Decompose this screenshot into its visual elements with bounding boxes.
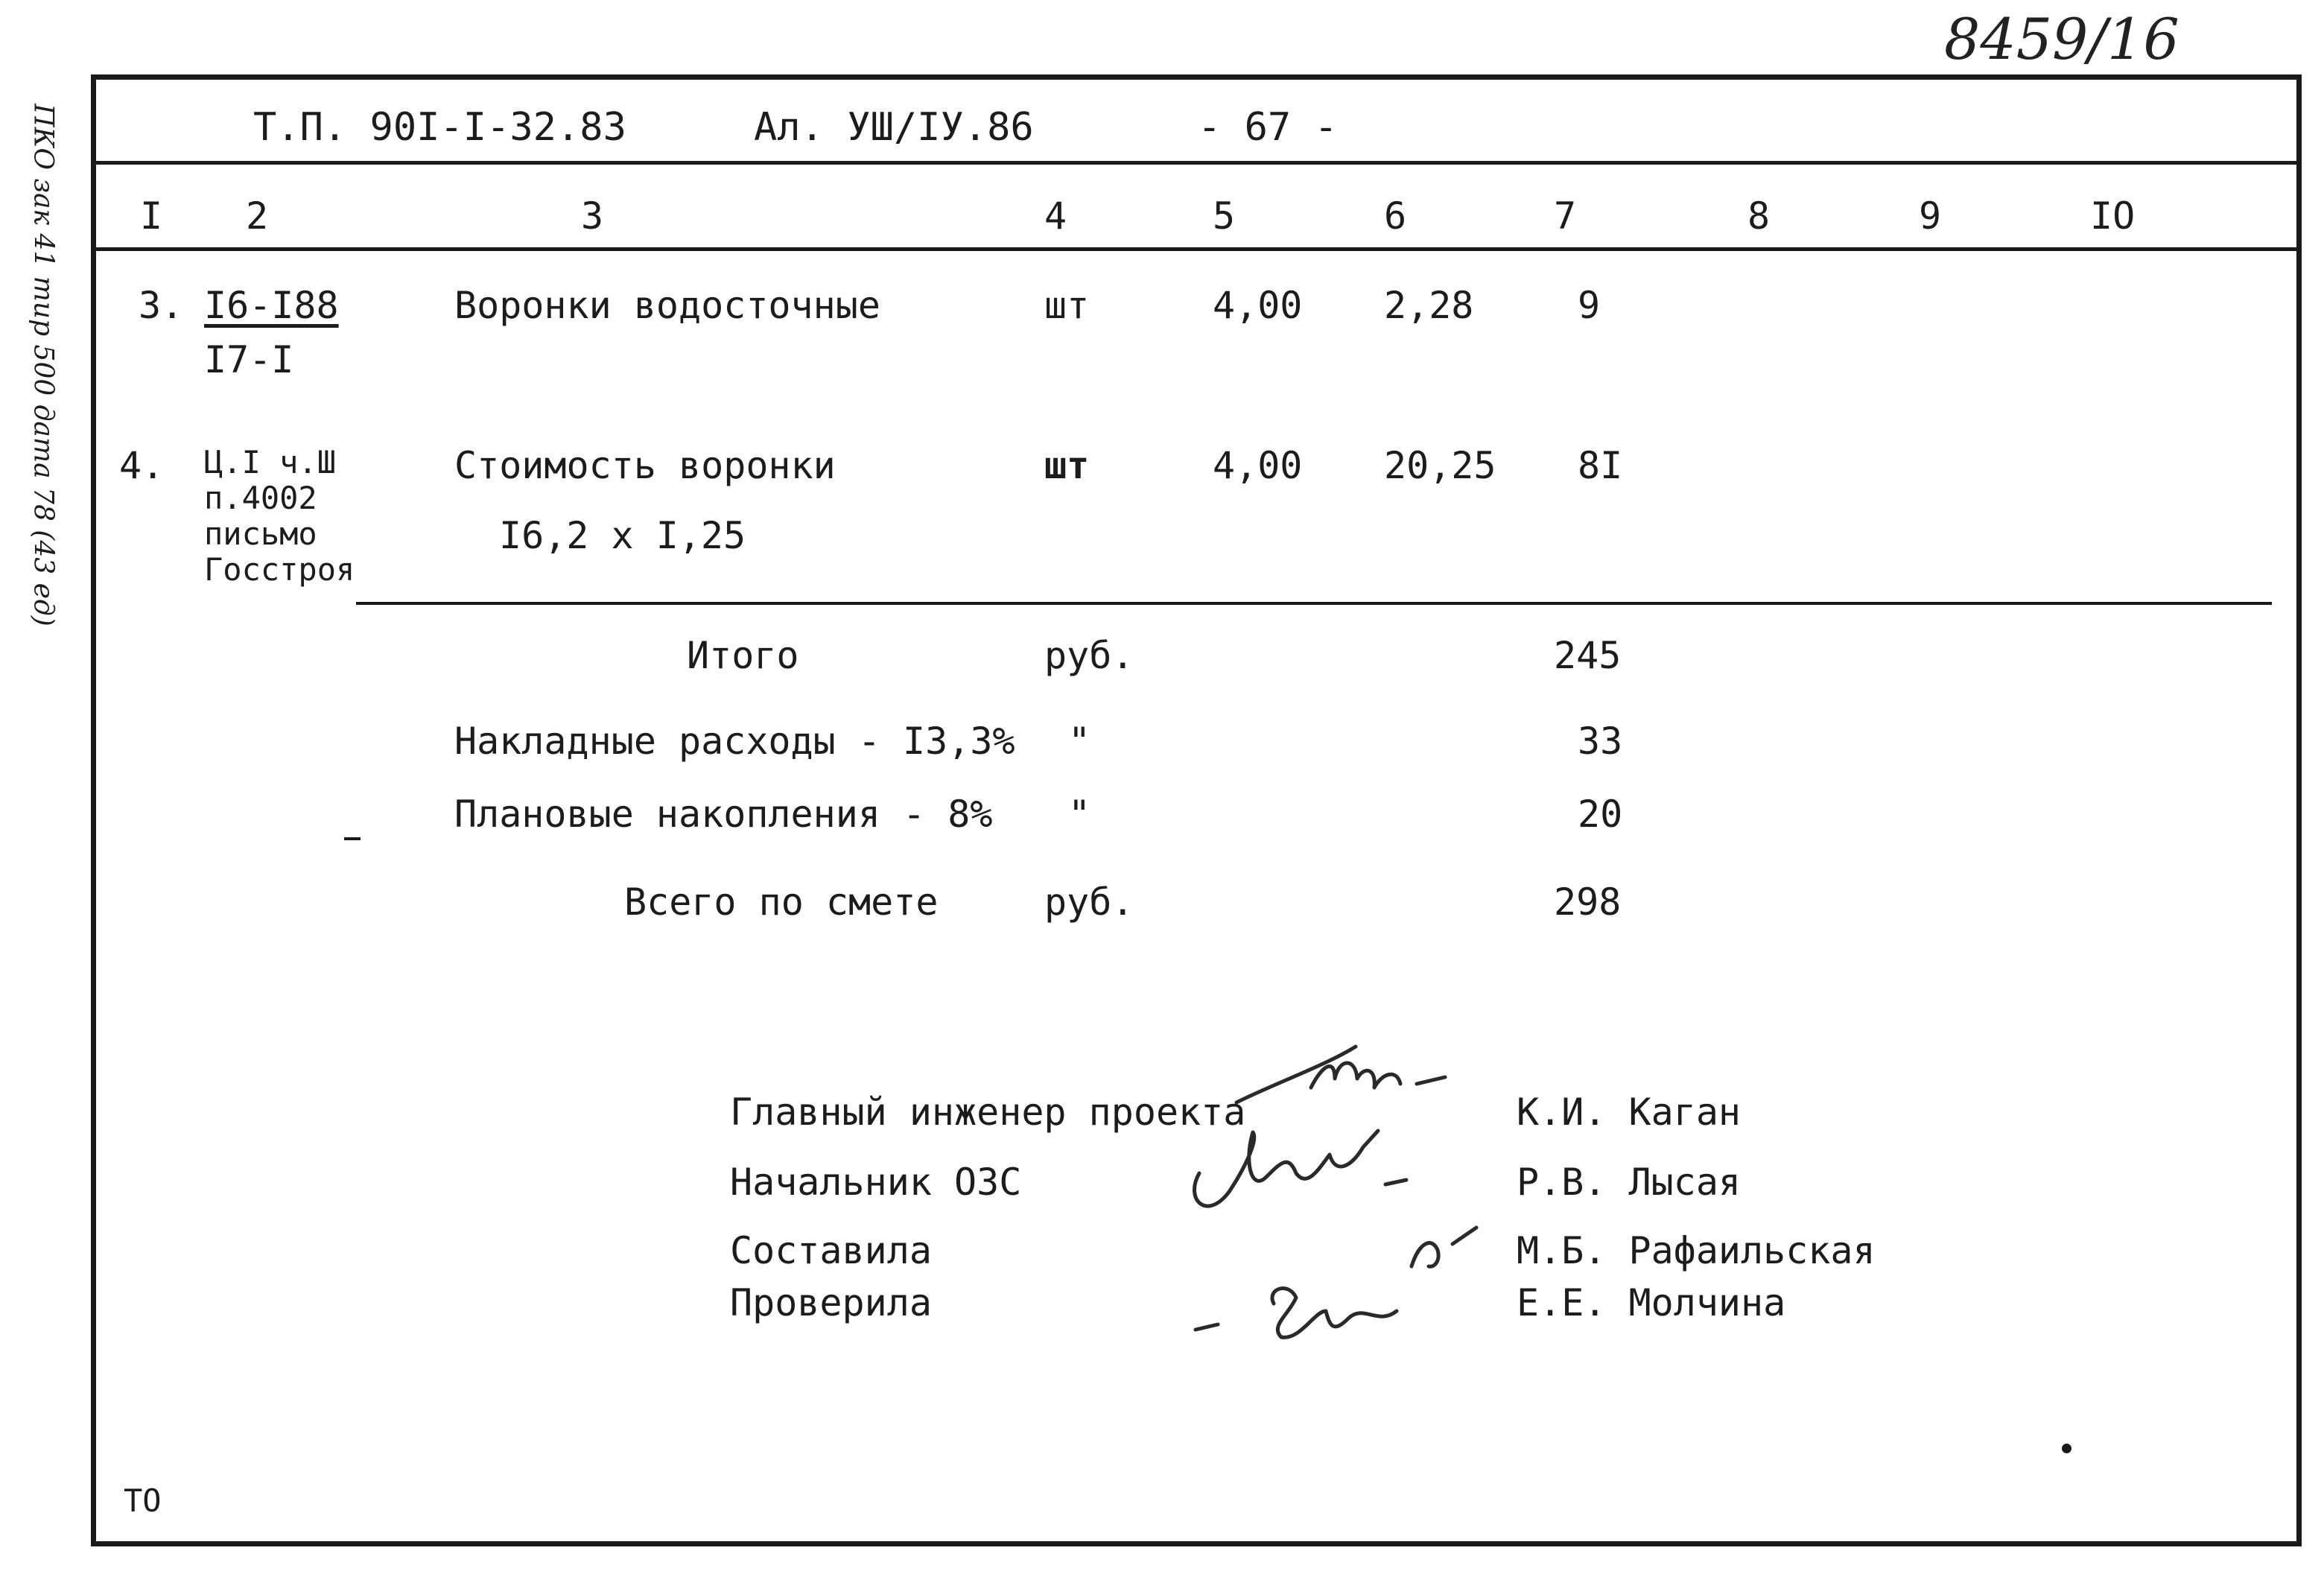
totals-unit: руб. xyxy=(1044,880,1134,924)
signoff-name: Р.В. Лысая xyxy=(1517,1161,1742,1204)
margin-note-text: ПКО зак 41 тир 500 дата 78 (43 ед) xyxy=(28,104,59,626)
item-total: 8I xyxy=(1578,444,1623,487)
totals-value: 33 xyxy=(1578,720,1623,763)
signature-compiler xyxy=(1272,1228,1476,1337)
row-number: 3. xyxy=(139,284,184,327)
column-number: 5 xyxy=(1213,194,1236,238)
column-number: IO xyxy=(2090,194,2136,238)
signoff-role: Проверила xyxy=(730,1281,932,1324)
signature-ozs-head xyxy=(1195,1131,1406,1206)
rate-code: I7-I xyxy=(204,338,294,381)
totals-value: 298 xyxy=(1554,880,1622,924)
item-unit: шт xyxy=(1044,444,1090,487)
signature-chief-engineer xyxy=(1236,1047,1445,1102)
signoff-role: Начальник ОЗС xyxy=(730,1161,1022,1204)
item-unit: шт xyxy=(1044,284,1090,327)
signoff-role: Главный инженер проекта xyxy=(730,1091,1246,1134)
signoff-name: М.Б. Рафаильская xyxy=(1517,1229,1876,1272)
column-number: 4 xyxy=(1044,194,1067,238)
totals-label: Всего по смете xyxy=(624,880,939,924)
column-number: 3 xyxy=(581,194,604,238)
rate-source: Госстроя xyxy=(204,551,355,588)
row-number: 4. xyxy=(119,444,165,487)
totals-value: 245 xyxy=(1554,634,1622,677)
item-name: Стоимость воронки xyxy=(454,444,836,487)
column-number: 6 xyxy=(1384,194,1407,238)
dot-mark xyxy=(2062,1444,2071,1453)
page-number: - 67 - xyxy=(1198,105,1338,150)
totals-label: Накладные расходы - I3,3% xyxy=(454,720,1015,763)
column-number: 2 xyxy=(246,194,269,238)
column-number: 9 xyxy=(1919,194,1942,238)
signoff-name: К.И. Каган xyxy=(1517,1091,1742,1134)
album-code: Ал. УШ/IУ.86 xyxy=(754,105,1034,150)
column-number: 7 xyxy=(1554,194,1577,238)
item-formula: I6,2 x I,25 xyxy=(499,514,746,557)
totals-unit: " xyxy=(1068,720,1091,763)
footer-mark: ТО xyxy=(124,1482,162,1519)
subtotal-divider xyxy=(356,602,2272,605)
header-divider xyxy=(91,161,2302,165)
column-number: 8 xyxy=(1747,194,1771,238)
document-number-handwritten: 8459/16 xyxy=(1944,6,2179,72)
totals-label: Итого xyxy=(687,634,799,677)
item-name: Воронки водосточные xyxy=(454,284,880,327)
signature-checker xyxy=(1196,1324,1218,1330)
item-unit-price: 20,25 xyxy=(1384,444,1496,487)
totals-value: 20 xyxy=(1578,793,1623,836)
signoff-role: Составила xyxy=(730,1229,932,1272)
item-quantity: 4,00 xyxy=(1213,284,1303,327)
rate-source: письмо xyxy=(204,515,317,552)
margin-note xyxy=(6,82,80,648)
column-header-divider xyxy=(91,247,2302,251)
item-total: 9 xyxy=(1578,284,1601,327)
rate-code: I6-I88 xyxy=(204,284,339,327)
signoff-name: Е.Е. Молчина xyxy=(1517,1281,1786,1324)
item-quantity: 4,00 xyxy=(1213,444,1303,487)
rate-source: Ц.I ч.Ш xyxy=(204,444,337,480)
item-unit-price: 2,28 xyxy=(1384,284,1474,327)
stray-mark xyxy=(344,837,361,840)
totals-unit: " xyxy=(1068,793,1091,836)
project-code: Т.П. 90I-I-32.83 xyxy=(253,105,626,150)
totals-label: Плановые накопления - 8% xyxy=(454,793,993,836)
totals-unit: руб. xyxy=(1044,634,1134,677)
rate-source: п.4002 xyxy=(204,480,317,516)
signatures xyxy=(1140,1043,1557,1363)
column-number: I xyxy=(140,194,163,238)
